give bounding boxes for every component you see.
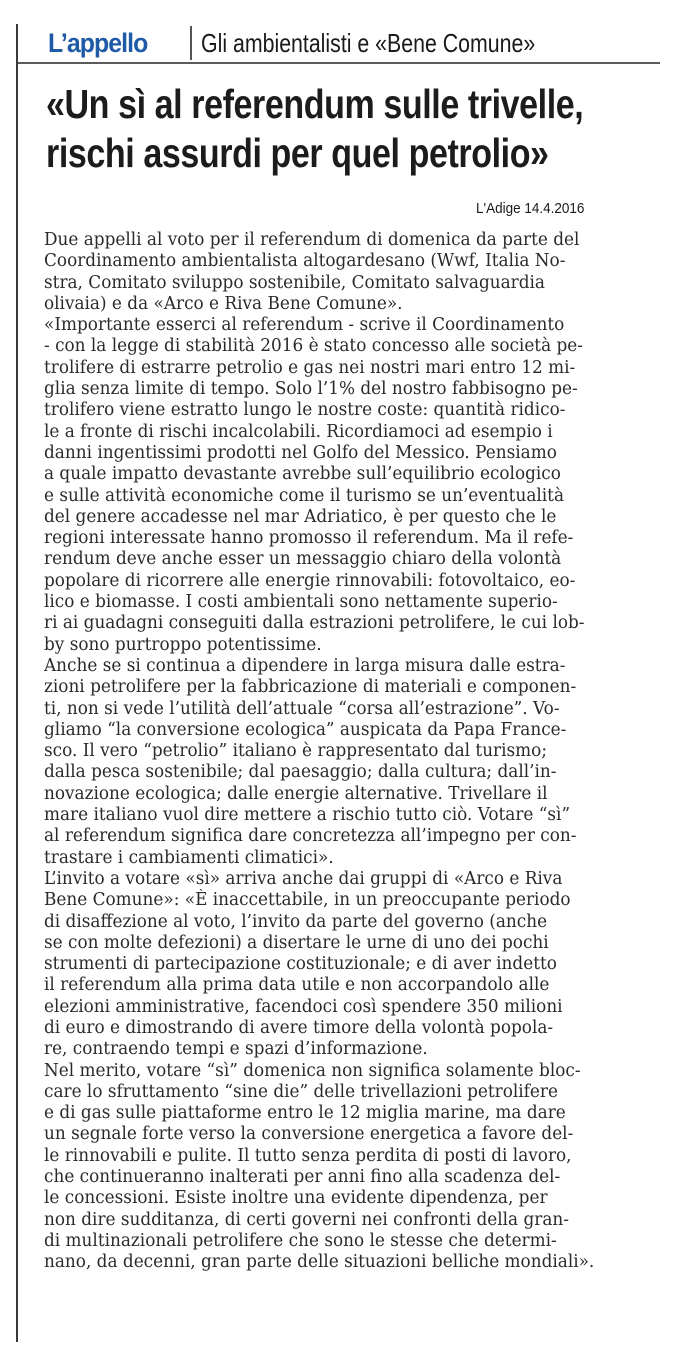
body-line: mare italiano vuol dire mettere a rischio tutto ciò. Votare “sì” [44, 805, 571, 826]
body-line: gliamo “la conversione ecologica” auspicata da Papa France- [44, 719, 567, 740]
body-line: ti, non si vede l’utilità dell’attuale “corsa all’estrazione”. Vo- [44, 698, 560, 719]
body-line: - con la legge di stabilità 2016 è stato concesso alle società pe- [44, 336, 584, 357]
body-line: zioni petrolifere per la fabbricazione di materiali e componen- [44, 677, 577, 698]
body-line: al referendum significa dare concretezza all’impegno per con- [44, 826, 577, 847]
body-line: novazione ecologica; dalle energie alternative. Trivellare il [44, 783, 548, 804]
section-header [18, 24, 660, 64]
headline-line: rischi assurdi per quel petrolio» [46, 130, 549, 176]
body-line: trolifero viene estratto lungo le nostre coste: quantità ridico- [44, 400, 566, 421]
body-line: «Importante esserci al referendum - scrive il Coordinamento [44, 315, 565, 336]
article-headline [46, 80, 584, 178]
body-line: rendum deve anche esser un messaggio chiaro della volontà [44, 549, 562, 570]
left-column-rule [16, 24, 18, 1342]
body-line: che continueranno inalterati per anni fino alla scadenza del- [44, 1167, 561, 1188]
headline-line: «Un sì al referendum sulle trivelle, [46, 81, 584, 127]
body-line: L’invito a votare «sì» arriva anche dai gruppi di «Arco e Riva [44, 868, 563, 889]
section-kicker: L’appello [48, 28, 148, 58]
article-body [44, 230, 684, 1274]
body-line: Nel merito, votare “sì” domenica non significa solamente bloc- [44, 1060, 581, 1081]
body-line: il referendum alla prima data utile e non accorpandolo alle [44, 975, 550, 996]
body-line: popolare di ricorrere alle energie rinnovabili: fotovoltaico, eo- [44, 570, 576, 591]
body-line: trolifere di estrarre petrolio e gas nei nostri mari entro 12 mi- [44, 357, 576, 378]
body-line: olivaia) e da «Arco e Riva Bene Comune». [44, 293, 403, 314]
body-line: elezioni amministrative, facendoci così spendere 350 milioni [44, 996, 563, 1017]
body-line: del genere accadesse nel mar Adriatico, è per questo che le [44, 506, 557, 527]
body-line: regioni interessate hanno promosso il referendum. Ma il refe- [44, 528, 574, 549]
body-line: care lo sfruttamento “sine die” delle trivellazioni petrolifere [44, 1081, 558, 1102]
body-line: Due appelli al voto per il referendum di domenica da parte del [44, 230, 580, 250]
body-line: Coordinamento ambientalista altogardesano (Wwf, Italia No- [44, 251, 566, 272]
body-line: ri ai guadagni conseguiti dalla estrazioni petrolifere, le cui lob- [44, 613, 585, 634]
body-line: Bene Comune»: «È inaccettabile, in un preoccupante periodo [44, 890, 571, 911]
body-line: le concessioni. Esiste inoltre una evidente dipendenza, per [44, 1188, 548, 1209]
body-line: di euro e dimostrando di avere timore della volontà popola- [44, 1017, 554, 1038]
body-line: le a fronte di rischi incalcolabili. Ricordiamoci ad esempio i [44, 421, 553, 442]
body-line: le rinnovabili e pulite. Il tutto senza perdita di posti di lavoro, [44, 1145, 572, 1166]
body-line: di multinazionali petrolifere che sono le stesse che determi- [44, 1230, 557, 1251]
source-caption: L'Adige 14.4.2016 [476, 200, 585, 217]
kicker-divider [190, 26, 192, 60]
body-line: non dire sudditanza, di certi governi nei confronti della gran- [44, 1209, 569, 1230]
body-line: e di gas sulle piattaforme entro le 12 miglia marine, ma dare [44, 1103, 566, 1124]
body-line: lico e biomasse. I costi ambientali sono nettamente superio- [44, 592, 558, 613]
section-subtitle: Gli ambientalisti e «Bene Comune» [201, 28, 536, 58]
body-line: e sulle attività economiche come il turismo se un’eventualità [44, 485, 565, 506]
body-line: re, contraendo tempi e spazi d’informazione. [44, 1039, 428, 1060]
body-line: strumenti di partecipazione costituzionale; e di aver indetto [44, 954, 557, 975]
body-line: di disaffezione al voto, l’invito da parte del governo (anche [44, 911, 548, 932]
body-line: Anche se si continua a dipendere in larga misura dalle estra- [44, 655, 566, 676]
body-line: dalla pesca sostenibile; dal paesaggio; dalla cultura; dall’in- [44, 762, 557, 783]
body-line: by sono purtroppo potentissime. [44, 634, 322, 655]
body-line: stra, Comitato sviluppo sostenibile, Comitato salvaguardia [44, 272, 545, 293]
body-line: se con molte defezioni) a disertare le urne di uno dei pochi [44, 932, 549, 953]
body-line: a quale impatto devastante avrebbe sull’equilibrio ecologico [44, 464, 561, 485]
body-line: nano, da decenni, gran parte delle situazioni belliche mondiali». [44, 1252, 595, 1273]
body-line: un segnale forte verso la conversione energetica a favore del- [44, 1124, 574, 1145]
body-line: sco. Il vero “petrolio” italiano è rappresentato dal turismo; [44, 741, 548, 762]
body-line: glia senza limite di tempo. Solo l’1% del nostro fabbisogno pe- [44, 379, 578, 400]
body-line: danni ingentissimi prodotti nel Golfo del Messico. Pensiamo [44, 442, 557, 463]
body-line: trastare i cambiamenti climatici». [44, 847, 334, 868]
